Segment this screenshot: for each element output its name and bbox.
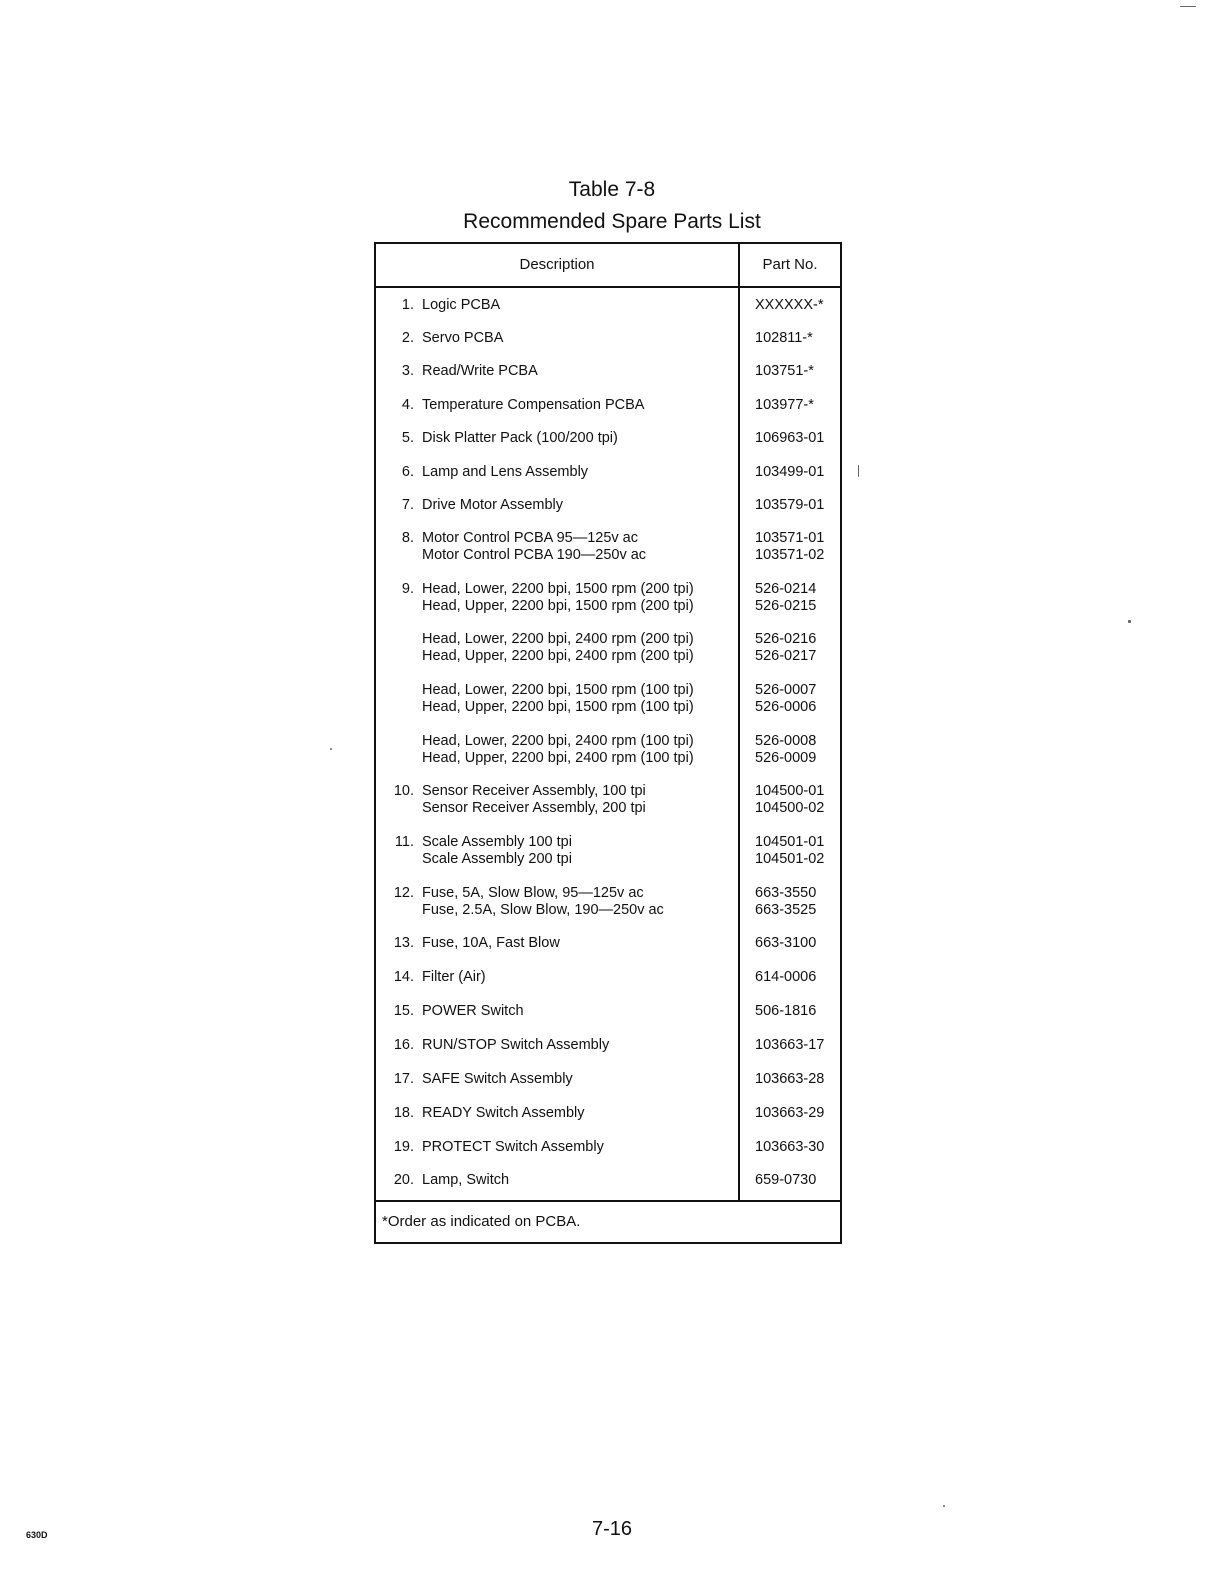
part-number — [755, 1172, 839, 1189]
column-header-part-no: Part No. — [762, 256, 818, 273]
description-line: Scale Assembly 200 tpi — [422, 851, 572, 867]
item-number: 12. — [393, 885, 414, 901]
part-number-line: 103499-01 — [755, 464, 825, 480]
item-description — [422, 497, 734, 514]
part-number — [755, 935, 839, 952]
description-line: Head, Upper, 2200 bpi, 1500 rpm (200 tpi) — [422, 598, 694, 614]
item-number: 16. — [393, 1037, 414, 1053]
part-number — [755, 581, 839, 615]
description-line: RUN/STOP Switch Assembly — [422, 1037, 610, 1053]
spare-parts-table — [374, 242, 842, 1244]
item-number: 10. — [393, 783, 414, 799]
description-line: Lamp, Switch — [422, 1172, 510, 1188]
part-number-line: 103977-* — [755, 397, 814, 413]
scan-speck — [858, 465, 859, 477]
item-number — [382, 733, 414, 750]
item-number: 18. — [393, 1105, 414, 1121]
item-number: 19. — [393, 1139, 414, 1155]
item-description — [422, 464, 734, 481]
description-line: Servo PCBA — [422, 330, 504, 346]
item-description — [422, 1139, 734, 1156]
part-number-line: 104500-01 — [755, 783, 825, 799]
item-number: 2. — [401, 330, 414, 346]
description-line: READY Switch Assembly — [422, 1105, 585, 1121]
description-line: Sensor Receiver Assembly, 200 tpi — [422, 800, 646, 816]
item-description — [422, 530, 734, 564]
part-number — [755, 631, 839, 665]
description-line: Motor Control PCBA 95—125v ac — [422, 530, 638, 546]
table-number: Table 7-8 — [568, 178, 656, 201]
part-number-line: 102811-* — [755, 330, 813, 346]
part-number — [755, 682, 839, 716]
description-line: POWER Switch — [422, 1003, 524, 1019]
part-number-line: 103751-* — [755, 363, 814, 379]
part-number-line: 104501-02 — [755, 851, 825, 867]
part-number-line: 526-0214 — [755, 581, 817, 597]
item-description — [422, 397, 734, 414]
part-number-line: 526-0216 — [755, 631, 817, 647]
part-number-line: 104500-02 — [755, 800, 825, 816]
part-number — [755, 1037, 839, 1054]
description-line: Head, Lower, 2200 bpi, 2400 rpm (200 tpi) — [422, 631, 694, 647]
part-number — [755, 497, 839, 514]
description-line: Head, Lower, 2200 bpi, 1500 rpm (200 tpi) — [422, 581, 694, 597]
part-number-line: 663-3525 — [755, 902, 817, 918]
table-caption: Recommended Spare Parts List — [463, 210, 761, 233]
item-number: 8. — [401, 530, 414, 546]
item-description — [422, 935, 734, 952]
item-description — [422, 363, 734, 380]
description-line: SAFE Switch Assembly — [422, 1071, 573, 1087]
page-number: 7-16 — [591, 1518, 633, 1540]
part-number-line: 104501-01 — [755, 834, 825, 850]
item-number — [382, 682, 414, 699]
part-number-line: 103663-28 — [755, 1071, 825, 1087]
scan-speck — [1128, 620, 1131, 623]
item-description — [422, 581, 734, 615]
part-number — [755, 733, 839, 767]
part-number-line: 526-0215 — [755, 598, 817, 614]
part-number-line: 106963-01 — [755, 430, 825, 446]
description-line: Sensor Receiver Assembly, 100 tpi — [422, 783, 646, 799]
description-line: Logic PCBA — [422, 297, 501, 313]
description-line: PROTECT Switch Assembly — [422, 1139, 604, 1155]
description-line: Fuse, 5A, Slow Blow, 95—125v ac — [422, 885, 644, 901]
part-number — [755, 297, 839, 314]
item-description — [422, 1105, 734, 1122]
part-number — [755, 885, 839, 919]
item-description — [422, 1172, 734, 1189]
item-description — [422, 631, 734, 665]
part-number-line: 659-0730 — [755, 1172, 817, 1188]
part-number — [755, 1139, 839, 1156]
table-footer — [376, 1200, 840, 1244]
part-number-line: 526-0008 — [755, 733, 817, 749]
item-description — [422, 330, 734, 347]
item-description — [422, 430, 734, 447]
description-line: Filter (Air) — [422, 969, 486, 985]
part-number — [755, 430, 839, 447]
item-description — [422, 969, 734, 986]
description-line: Lamp and Lens Assembly — [422, 464, 589, 480]
table-header — [376, 244, 840, 288]
item-description — [422, 297, 734, 314]
part-number-line: 526-0009 — [755, 750, 817, 766]
part-number-line: 103571-02 — [755, 547, 825, 563]
part-number — [755, 464, 839, 481]
part-number-line: XXXXXX-* — [755, 297, 824, 313]
part-number-line: 103579-01 — [755, 497, 825, 513]
description-line: Head, Upper, 2200 bpi, 2400 rpm (200 tpi) — [422, 648, 694, 664]
part-number-line: 526-0006 — [755, 699, 817, 715]
item-number: 11. — [394, 834, 414, 850]
scan-speck — [943, 1505, 945, 1507]
description-line: Motor Control PCBA 190—250v ac — [422, 547, 647, 563]
item-description — [422, 682, 734, 716]
item-number: 14. — [393, 969, 414, 985]
item-number: 17. — [393, 1071, 414, 1087]
part-number-line: 103663-29 — [755, 1105, 825, 1121]
footnote: *Order as indicated on PCBA. — [382, 1213, 581, 1230]
part-number — [755, 969, 839, 986]
item-number — [382, 631, 414, 648]
description-line: Temperature Compensation PCBA — [422, 397, 645, 413]
item-number: 1. — [401, 297, 414, 313]
document-code: 630D — [26, 1530, 48, 1540]
part-number-line: 526-0217 — [755, 648, 817, 664]
column-header-description: Description — [519, 256, 595, 273]
part-number-line: 614-0006 — [755, 969, 817, 985]
item-number: 6. — [401, 464, 414, 480]
part-number — [755, 1003, 839, 1020]
part-number — [755, 1105, 839, 1122]
description-line: Head, Upper, 2200 bpi, 1500 rpm (100 tpi) — [422, 699, 694, 715]
part-number — [755, 330, 839, 347]
description-line: Read/Write PCBA — [422, 363, 538, 379]
scan-speck — [330, 748, 332, 750]
description-line: Head, Upper, 2200 bpi, 2400 rpm (100 tpi) — [422, 750, 694, 766]
description-line: Drive Motor Assembly — [422, 497, 564, 513]
part-number — [755, 363, 839, 380]
description-line: Head, Lower, 2200 bpi, 1500 rpm (100 tpi) — [422, 682, 694, 698]
item-number: 7. — [401, 497, 414, 513]
column-divider — [738, 244, 740, 1202]
description-line: Head, Lower, 2200 bpi, 2400 rpm (100 tpi) — [422, 733, 694, 749]
part-number-line: 103663-17 — [755, 1037, 825, 1053]
part-number — [755, 783, 839, 817]
item-description — [422, 1003, 734, 1020]
item-description — [422, 834, 734, 868]
item-description — [422, 1071, 734, 1088]
part-number-line: 506-1816 — [755, 1003, 817, 1019]
item-number: 9. — [401, 581, 414, 597]
item-description — [422, 783, 734, 817]
part-number-line: 526-0007 — [755, 682, 817, 698]
description-line: Scale Assembly 100 tpi — [422, 834, 572, 850]
part-number — [755, 397, 839, 414]
part-number-line: 663-3550 — [755, 885, 817, 901]
part-number — [755, 834, 839, 868]
item-number: 5. — [401, 430, 414, 446]
item-description — [422, 1037, 734, 1054]
part-number-line: 663-3100 — [755, 935, 817, 951]
item-number: 15. — [393, 1003, 414, 1019]
part-number — [755, 1071, 839, 1088]
part-number — [755, 530, 839, 564]
description-line: Fuse, 2.5A, Slow Blow, 190—250v ac — [422, 902, 664, 918]
item-description — [422, 733, 734, 767]
part-number-line: 103571-01 — [755, 530, 825, 546]
item-number: 20. — [393, 1172, 414, 1188]
table-title — [0, 176, 1224, 236]
item-number: 4. — [401, 397, 414, 413]
item-number: 13. — [393, 935, 414, 951]
part-number-line: 103663-30 — [755, 1139, 825, 1155]
description-line: Disk Platter Pack (100/200 tpi) — [422, 430, 618, 446]
description-line: Fuse, 10A, Fast Blow — [422, 935, 560, 951]
item-number: 3. — [401, 363, 414, 379]
item-description — [422, 885, 734, 919]
scan-speck — [1180, 6, 1196, 7]
